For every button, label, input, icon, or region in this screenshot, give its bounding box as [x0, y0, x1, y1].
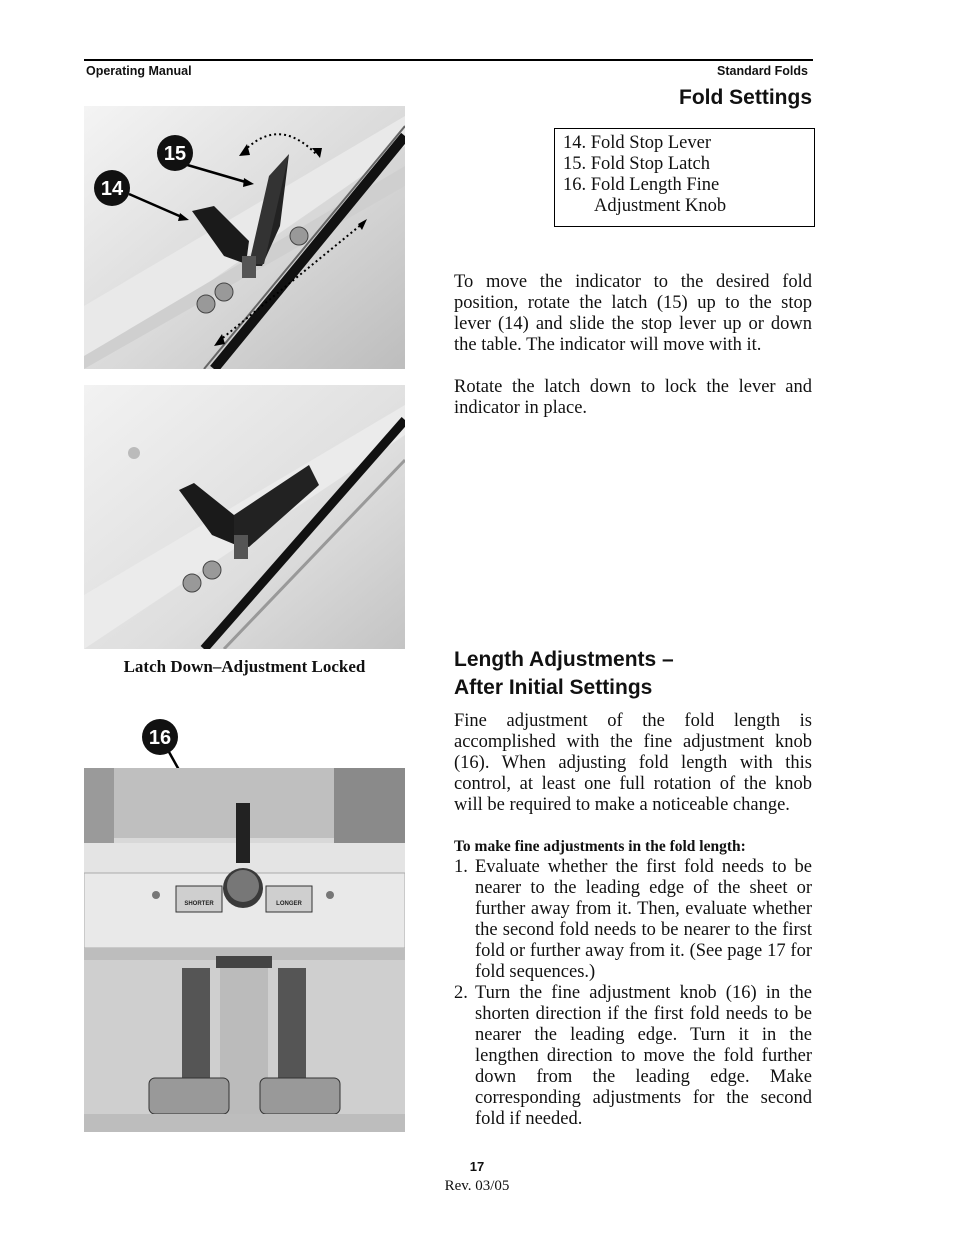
legend-item: 15. Fold Stop Latch [563, 154, 710, 174]
running-header [84, 59, 813, 83]
longer-label: LONGER [276, 901, 302, 907]
shorter-label: SHORTER [184, 901, 214, 907]
photo-fine-adjustment-knob [84, 768, 405, 1132]
legend-item: 16. Fold Length Fine [563, 175, 720, 195]
photo-latch-down [84, 385, 405, 649]
legend-item-continuation: Adjustment Knob [594, 196, 727, 216]
length-adjustments-heading [454, 646, 674, 702]
step-number: 1. [454, 857, 468, 877]
paragraph-fine-adjustment: Fine adjustment of the fold length is accomplished with the fine adjustment knob (16). When adjusting fold length with this control, at least one full rotation of the knob will be required to make a noticeable change. [454, 711, 812, 815]
heading-line-2: After Initial Settings [454, 676, 653, 699]
header-section-title: Standard Folds [717, 64, 808, 78]
section-title: Fold Settings [679, 86, 812, 109]
callout-16: 16 [148, 727, 172, 749]
heading-line-1: Length Adjustments – [454, 648, 674, 671]
legend-item: 14. Fold Stop Lever [563, 133, 711, 153]
step-text: Turn the fine adjustment knob (16) in the shorten direction if the first fold needs to be nearer the leading edge. Turn it in the lengthen direction to move the fold further down from the leading edge. Make corresponding adjustments for the second fold if needed. [475, 983, 812, 1129]
paragraph-lock-latch: Rotate the latch down to lock the lever and indicator in place. [454, 377, 812, 418]
page-number: 17 [469, 1159, 485, 1174]
paragraph-move-indicator: To move the indicator to the desired fold position, rotate the latch (15) up to the stop lever (14) and slide the stop lever up or down the table. The indicator will move with it. [454, 272, 812, 355]
figure-caption: Latch Down–Adjustment Locked [123, 657, 366, 676]
callout-15: 15 [163, 143, 187, 165]
step-text: Evaluate whether the first fold needs to be nearer to the leading edge of the sheet or further away from it. Then, evaluate whether the second fold needs to be nearer to the first fold or further away from it. (See page 17 for fold sequences.) [475, 857, 812, 982]
step-2 [454, 983, 812, 1130]
photo-latch-up [84, 106, 405, 369]
step-1 [454, 857, 812, 983]
fine-adjustments-subheading: To make fine adjustments in the fold length: [454, 838, 746, 855]
parts-legend [554, 128, 815, 227]
revision-date: Rev. 03/05 [444, 1178, 510, 1194]
callout-14: 14 [100, 178, 124, 200]
step-number: 2. [454, 983, 468, 1003]
header-manual-title: Operating Manual [86, 64, 192, 78]
